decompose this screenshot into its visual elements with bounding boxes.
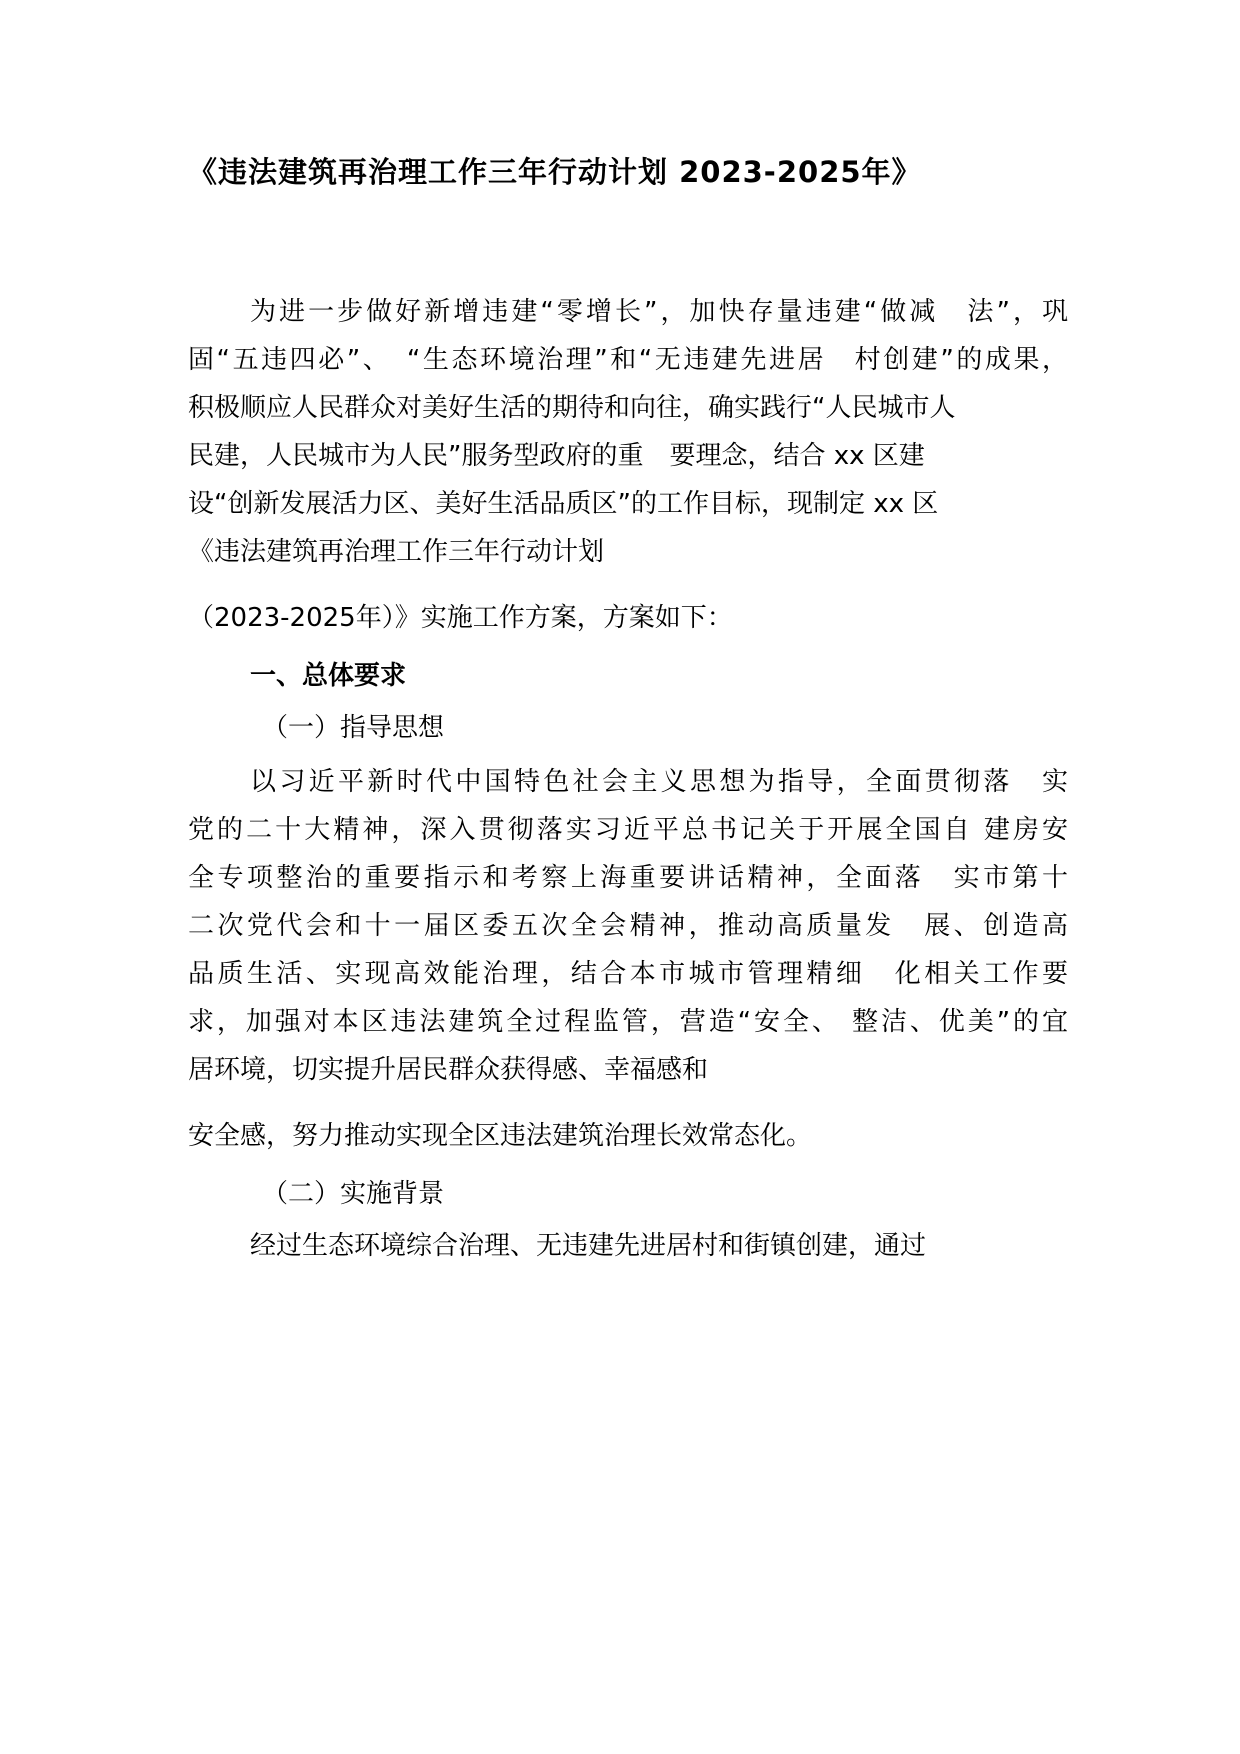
paragraph-line: 品质生活、实现高效能治理，结合本市城市管理精细 化相关工作要: [188, 959, 1068, 989]
paragraph-line: 党的二十大精神，深入贯彻落实习近平总书记关于开展全国自 建房安: [188, 815, 1068, 845]
section-heading: 一、总体要求: [250, 661, 407, 691]
paragraph-line: 为进一步做好新增违建“零增长”，加快存量违建“做减 法”，巩: [250, 297, 1068, 327]
paragraph-line: 二次党代会和十一届区委五次全会精神，推动高质量发 展、创造高: [188, 911, 1068, 941]
paragraph-line: 设“创新发展活力区、美好生活品质区”的工作目标，现制定 xx 区: [188, 489, 939, 519]
document-title: 《违法建筑再治理工作三年行动计划 2023-2025年》: [188, 155, 922, 189]
paragraph-line: 求，加强对本区违法建筑全过程监管，营造“安全、 整洁、优美”的宜: [188, 1007, 1068, 1037]
paragraph-line: （2023-2025年）》实施工作方案，方案如下：: [188, 603, 733, 633]
paragraph-line: 以习近平新时代中国特色社会主义思想为指导，全面贯彻落 实: [250, 767, 1068, 797]
paragraph-line: 经过生态环境综合治理、无违建先进居村和街镇创建，通过: [250, 1231, 927, 1261]
paragraph-line: 积极顺应人民群众对美好生活的期待和向往，确实践行“人民城市人: [188, 393, 956, 423]
paragraph-line: 安全感，努力推动实现全区违法建筑治理长效常态化。: [188, 1121, 813, 1151]
paragraph-line: 《违法建筑再治理工作三年行动计划: [188, 537, 605, 567]
paragraph-line: 固“五违四必”、 “生态环境治理”和“无违建先进居 村创建”的成果，: [188, 345, 1068, 375]
subsection-heading: （一）指导思想: [262, 713, 445, 743]
paragraph-line: 居环境，切实提升居民群众获得感、幸福感和: [188, 1055, 709, 1085]
paragraph-line: 全专项整治的重要指示和考察上海重要讲话精神，全面落 实市第十: [188, 863, 1068, 893]
subsection-heading: （二）实施背景: [262, 1179, 445, 1209]
paragraph-line: 民建，人民城市为人民”服务型政府的重 要理念，结合 xx 区建: [188, 441, 925, 471]
